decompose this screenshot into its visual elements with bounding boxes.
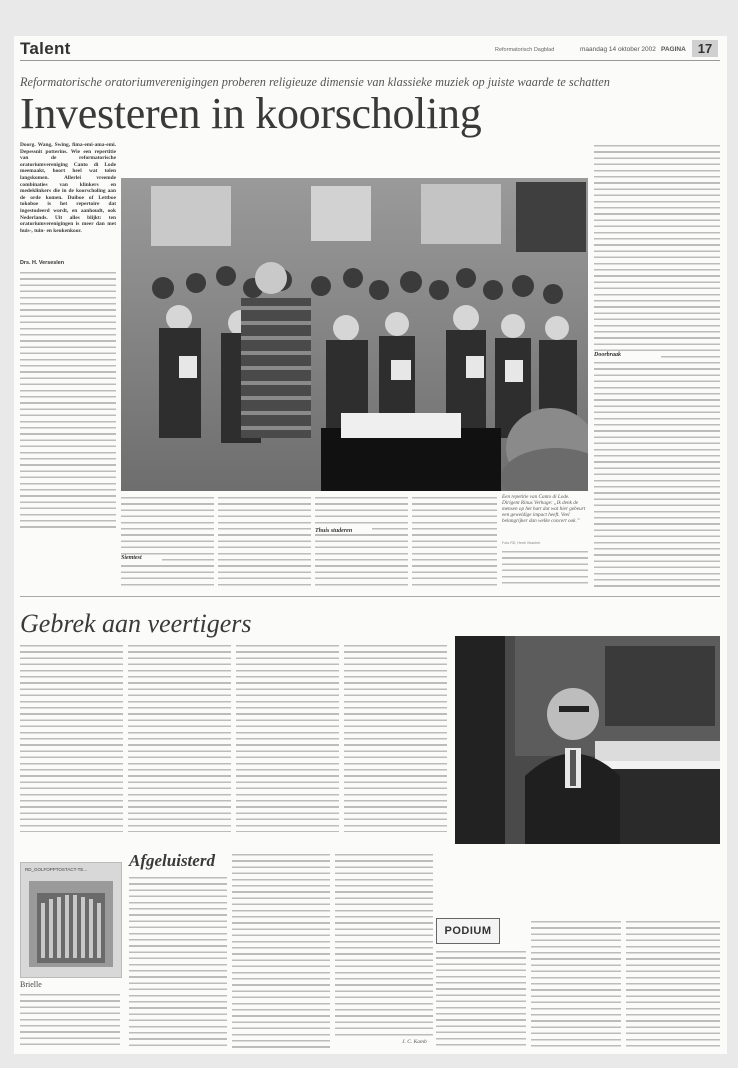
choir-rehearsal-photo	[121, 178, 588, 491]
photo-credit: Foto RD, Henk Visscher	[502, 541, 541, 545]
subhead-siemtest: Siemtest	[121, 555, 162, 561]
page-label: PAGINA	[661, 46, 686, 53]
review-column-3	[232, 851, 330, 1049]
section-label: Talent	[20, 39, 71, 58]
body-column-4	[315, 494, 408, 586]
body-column-1	[20, 269, 116, 529]
review-column-4	[335, 851, 433, 1037]
body-column-3	[218, 494, 311, 586]
organist-image	[455, 636, 720, 844]
page-number-box	[692, 40, 718, 57]
podium-logo-text: PODIUM	[444, 925, 492, 937]
choir-rehearsal-image	[121, 178, 588, 491]
newspaper-page	[14, 36, 727, 1054]
sidebar-column-2	[128, 642, 231, 832]
sidebar-column-4	[344, 642, 447, 832]
podium-column-2	[531, 918, 621, 1049]
cd-label: RD_GOLFOPPTOSTACT-TE...	[25, 867, 88, 872]
article-kicker: Reformatorische oratoriumverenigingen proberen religieuze dimensie van klassieke muziek op juiste waarde te schatten	[20, 75, 610, 89]
review-column-1	[20, 991, 120, 1049]
body-column-2	[121, 494, 214, 586]
sidebar-column-3	[236, 642, 339, 832]
body-column-6	[502, 548, 588, 588]
photo-caption	[502, 494, 588, 538]
review-signature: J. C. Kamb	[402, 1039, 427, 1045]
page-number: 17	[697, 41, 713, 56]
cd-cover-image	[21, 863, 121, 977]
podium-column-1	[436, 948, 526, 1049]
review-column-2	[129, 874, 227, 1049]
caption-text: Een repetitie van Canto di Lode. Dirigent Rinus Verhage: „Ik denk de mensen op het hart dat wat hier gebeurt een geweldige impact heeft. Veel belangrijker dan welke concert ook.”	[502, 494, 586, 524]
issue-date: maandag 14 oktober 2002	[580, 46, 656, 53]
subhead-thuis-studeren: Thuis studeren	[315, 528, 372, 534]
sidebar-headline: Gebrek aan veertigers	[20, 609, 252, 638]
cd-caption: Brielle	[20, 980, 42, 989]
body-column-5	[412, 494, 497, 586]
organist-photo	[455, 636, 720, 844]
publication-name: Reformatorisch Dagblad	[495, 47, 555, 53]
lead-text: Doorg. Wang, Swing, fima-emi-ama-emi. Depessnit potterins. Wie een repertitie van de reformatorische oratoriumvereniging Canto di Lode meemaakt, hoort heel wat tolen langskomen. Allerlei vreemde combinaties van klinkers en medeklinkers die in de koorscholing aan de orde komen. Duiboe of Lettboe tokoboe is het repertoire dat ingestudeerd wordt, en aanhoudt, ook Nederlands. Uit alles blijkt: ten oratoriumverenigingen is meer dan met huis-, tuin- en keukenkoor.	[20, 142, 116, 234]
section-divider	[20, 596, 720, 597]
church-organ-cd	[20, 862, 122, 978]
article-lead	[20, 142, 116, 257]
podium-column-3	[626, 918, 720, 1049]
article-headline: Investeren in koorscholing	[20, 89, 482, 138]
byline: Drs. H. Verseslen	[20, 260, 65, 266]
body-column-right	[594, 142, 720, 588]
review-column-title: Afgeluisterd	[129, 851, 215, 870]
header-rule	[20, 60, 720, 61]
sidebar-column-1	[20, 642, 123, 832]
subhead-doorbraak: Doorbraak	[594, 352, 661, 358]
podium-logo	[436, 918, 500, 944]
